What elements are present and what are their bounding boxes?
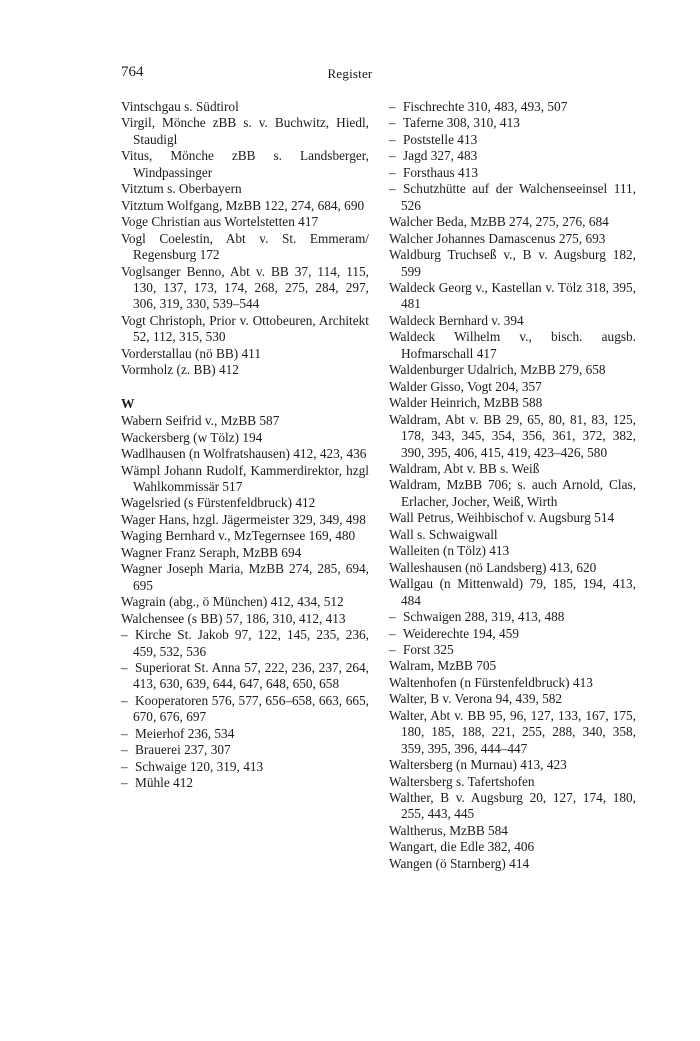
left-entries-v (121, 99, 369, 379)
page-number: 764 (121, 64, 144, 80)
index-entry: Walram, MzBB 705 (389, 658, 497, 674)
index-entry: – Jagd 327, 483 (389, 148, 478, 164)
index-entry: Wall s. Schwaigwall (389, 526, 498, 542)
index-entry: Waldeck Bernhard v. 394 (389, 312, 524, 328)
index-entry: Waldram, MzBB 706; s. auch Arnold, Clas, Erlacher, Jocher, Weiß, Wirth (389, 477, 636, 509)
index-entry: – Superiorat St. Anna 57, 222, 236, 237, 264, 413, 630, 639, 644, 647, 648, 650, 658 (121, 659, 369, 692)
left-entries-w (121, 413, 369, 791)
index-entry: Waldenburger Udalrich, MzBB 279, 658 (389, 362, 606, 378)
index-entry: Wagrain (abg., ö München) 412, 434, 512 (121, 594, 344, 610)
index-entry: Wager Hans, hzgl. Jägermeister 329, 349, 498 (121, 511, 366, 527)
index-entry: Walcher Johannes Damascenus 275, 693 (389, 230, 606, 246)
index-entry: Wagner Franz Seraph, MzBB 694 (121, 544, 302, 560)
index-entry: Walchensee (s BB) 57, 186, 310, 412, 413 (121, 610, 346, 626)
index-entry: Wangen (ö Starnberg) 414 (389, 855, 530, 871)
index-entry: Virgil, Mönche zBB s. v. Buchwitz, Hiedl, Staudigl (121, 115, 369, 147)
index-entry: Walther, B v. Augsburg 20, 127, 174, 180, 255, 443, 445 (389, 790, 636, 822)
index-entry: – Mühle 412 (121, 775, 193, 791)
letter-heading: W (121, 395, 135, 411)
index-entry: Vorderstallau (nö BB) 411 (121, 345, 261, 361)
index-entry: Waltenhofen (n Fürstenfeldbruck) 413 (389, 674, 593, 690)
right-entries (389, 99, 636, 872)
index-entry: Wall Petrus, Weihbischof v. Augsburg 514 (389, 510, 615, 526)
index-entry: Wagelsried (s Fürstenfeldbruck) 412 (121, 495, 316, 511)
index-entry: Waldram, Abt v. BB s. Weiß (389, 460, 540, 476)
index-entry: – Schutzhütte auf der Walchenseeinsel 111, 526 (389, 181, 636, 213)
index-entry: – Schwaige 120, 319, 413 (121, 758, 264, 774)
index-entry: Wallgau (n Mittenwald) 79, 185, 194, 413, 484 (389, 576, 636, 608)
index-entry: Walcher Beda, MzBB 274, 275, 276, 684 (389, 214, 609, 230)
running-title: Register (327, 66, 373, 81)
right-column (389, 99, 636, 872)
index-entry: – Weiderechte 194, 459 (389, 625, 519, 641)
index-entry: Walleshausen (nö Landsberg) 413, 620 (389, 559, 597, 575)
index-entry: – Forst 325 (389, 641, 454, 657)
index-entry: Wackersberg (w Tölz) 194 (121, 429, 263, 445)
index-entry: Waldram, Abt v. BB 29, 65, 80, 81, 83, 125, 178, 343, 345, 354, 356, 361, 372, 382, 390, 395, 406, 415, 419, 423–426, 580 (389, 411, 636, 460)
index-entry: Waltersberg (n Murnau) 413, 423 (389, 757, 567, 773)
index-entry: Walter, B v. Verona 94, 439, 582 (389, 691, 563, 707)
index-entry: Wämpl Johann Rudolf, Kammerdirektor, hzgl Wahlkommissär 517 (121, 462, 369, 494)
index-entry: – Forsthaus 413 (389, 164, 478, 180)
index-entry: – Kirche St. Jakob 97, 122, 145, 235, 236, 459, 532, 536 (121, 627, 369, 659)
index-entry: Waging Bernhard v., MzTegernsee 169, 480 (121, 528, 356, 544)
index-entry: Waldburg Truchseß v., B v. Augsburg 182, 599 (389, 247, 636, 279)
index-entry: Vormholz (z. BB) 412 (121, 362, 239, 378)
index-entry: Voglsanger Benno, Abt v. BB 37, 114, 115, 130, 137, 173, 174, 268, 275, 284, 297, 306, 319, 330, 539–544 (121, 263, 369, 312)
index-entry: – Meierhof 236, 534 (121, 725, 235, 741)
index-entry: – Taferne 308, 310, 413 (389, 115, 520, 131)
index-entry: Waldeck Wilhelm v., bisch. augsb. Hofmarschall 417 (389, 329, 636, 361)
index-entry: Wangart, die Edle 382, 406 (389, 839, 535, 855)
index-entry: – Fischrechte 310, 483, 493, 507 (389, 99, 568, 114)
index-entry: Voge Christian aus Wortelstetten 417 (121, 214, 319, 230)
index-entry: Vintschgau s. Südtirol (121, 99, 239, 114)
index-entry: Vitztum Wolfgang, MzBB 122, 274, 684, 690 (121, 197, 365, 213)
index-entry: Vogt Christoph, Prior v. Ottobeuren, Architekt 52, 112, 315, 530 (121, 312, 369, 345)
index-entry: Wadlhausen (n Wolfratshausen) 412, 423, 436 (121, 446, 367, 462)
index-entry: Vitus, Mönche zBB s. Landsberger, Windpassinger (121, 148, 369, 180)
index-entry: – Kooperatoren 576, 577, 656–658, 663, 665, 670, 676, 697 (121, 692, 369, 725)
index-entry: – Schwaigen 288, 319, 413, 488 (389, 609, 565, 625)
index-entry: Vogl Coelestin, Abt v. St. Emmeram/ Regensburg 172 (121, 230, 369, 263)
index-entry: Wabern Seifrid v., MzBB 587 (121, 413, 280, 429)
index-entry: Walder Gisso, Vogt 204, 357 (389, 378, 542, 394)
index-entry: – Brauerei 237, 307 (121, 742, 231, 758)
index-entry: Walter, Abt v. BB 95, 96, 127, 133, 167, 175, 180, 185, 188, 221, 255, 288, 340, 358, 359, 395, 396, 444–447 (389, 707, 636, 756)
index-entry: Waltersberg s. Tafertshofen (389, 773, 535, 789)
index-entry: Wagner Joseph Maria, MzBB 274, 285, 694, 695 (121, 561, 369, 593)
index-entry: Waldeck Georg v., Kastellan v. Tölz 318, 395, 481 (389, 279, 636, 312)
left-column (121, 99, 369, 792)
index-entry: Walder Heinrich, MzBB 588 (389, 395, 543, 411)
index-entry: Waltherus, MzBB 584 (389, 822, 508, 838)
index-entry: Vitztum s. Oberbayern (121, 181, 242, 197)
index-entry: – Poststelle 413 (389, 131, 478, 147)
index-entry: Walleiten (n Tölz) 413 (389, 543, 510, 559)
